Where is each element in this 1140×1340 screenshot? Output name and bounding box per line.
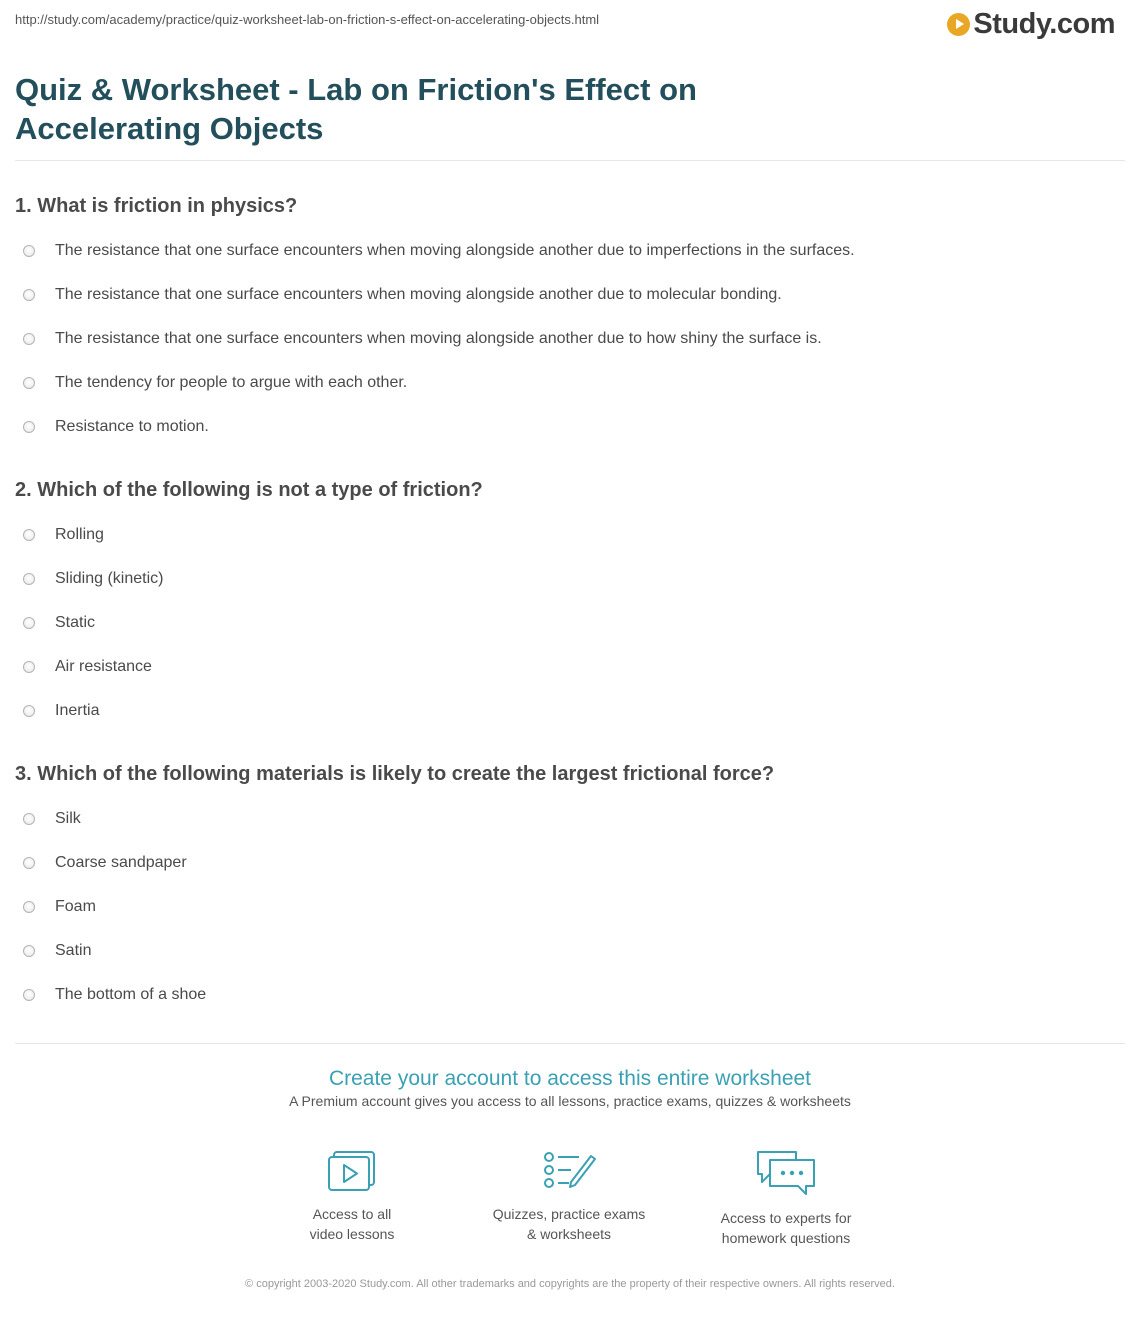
answer-option[interactable]: [15, 557, 1125, 601]
answer-option[interactable]: [15, 689, 1125, 733]
play-logo-icon: [947, 13, 970, 36]
radio-button[interactable]: [23, 901, 35, 913]
answer-option[interactable]: [15, 513, 1125, 557]
answer-label: Inertia: [55, 702, 100, 719]
answer-option[interactable]: [15, 405, 1125, 449]
answer-label: Silk: [55, 810, 81, 827]
logo-text: Study.com: [973, 8, 1115, 40]
feature-quizzes: [479, 1148, 659, 1244]
answer-option[interactable]: [15, 317, 1125, 361]
cta-title[interactable]: Create your account to access this entire worksheet: [328, 1067, 812, 1090]
answer-option[interactable]: [15, 601, 1125, 645]
answer-option[interactable]: [15, 973, 1125, 1017]
answer-option[interactable]: [15, 645, 1125, 689]
answer-option[interactable]: [15, 273, 1125, 317]
answer-label: Sliding (kinetic): [55, 570, 164, 587]
radio-button[interactable]: [23, 945, 35, 957]
page-title: [15, 70, 1125, 148]
top-bar: [15, 0, 1125, 48]
page-title-line-2: Accelerating Objects: [15, 111, 324, 146]
page-title-line-1: Quiz & Worksheet - Lab on Friction's Effect on: [15, 72, 697, 107]
radio-button[interactable]: [23, 813, 35, 825]
answer-label: The resistance that one surface encounters when moving alongside another due to how shiny the surface is.: [55, 330, 822, 347]
chat-bubbles-icon: [754, 1148, 818, 1198]
title-divider: [15, 160, 1125, 161]
question-text: 3. Which of the following materials is likely to create the largest frictional force?: [15, 763, 775, 785]
radio-button[interactable]: [23, 333, 35, 345]
question-2: [15, 478, 1125, 733]
video-lessons-icon: [325, 1148, 379, 1194]
cta-subtitle: A Premium account gives you access to all lessons, practice exams, quizzes & worksheets: [289, 1093, 851, 1109]
answer-label: Satin: [55, 942, 92, 959]
radio-button[interactable]: [23, 989, 35, 1001]
answer-label: Resistance to motion.: [55, 418, 209, 435]
copyright-notice: © copyright 2003-2020 Study.com. All other trademarks and copyrights are the property of their respective owners. All rights reserved.: [245, 1278, 895, 1290]
question-text: 2. Which of the following is not a type of friction?: [15, 479, 483, 501]
feature-label-line-2: & worksheets: [526, 1226, 612, 1242]
answer-option[interactable]: [15, 797, 1125, 841]
radio-button[interactable]: [23, 661, 35, 673]
answer-option[interactable]: [15, 885, 1125, 929]
answer-label: The resistance that one surface encounters when moving alongside another due to imperfections in the surfaces.: [55, 242, 855, 259]
answer-label: The resistance that one surface encounters when moving alongside another due to molecular bonding.: [55, 286, 782, 303]
answer-option[interactable]: [15, 361, 1125, 405]
radio-button[interactable]: [23, 705, 35, 717]
question-3: [15, 762, 1125, 1017]
radio-button[interactable]: [23, 421, 35, 433]
answer-label: The bottom of a shoe: [55, 986, 207, 1003]
feature-video-lessons: [262, 1148, 442, 1244]
radio-button[interactable]: [23, 529, 35, 541]
answer-option[interactable]: [15, 841, 1125, 885]
answer-option[interactable]: [15, 229, 1125, 273]
radio-button[interactable]: [23, 617, 35, 629]
page-url: http://study.com/academy/practice/quiz-worksheet-lab-on-friction-s-effect-on-accelerating-objects.html: [15, 12, 600, 27]
answer-label: Foam: [55, 898, 96, 915]
radio-button[interactable]: [23, 573, 35, 585]
answer-option[interactable]: [15, 929, 1125, 973]
answer-label: Rolling: [55, 526, 104, 543]
question-1: [15, 194, 1125, 449]
study-logo[interactable]: [947, 9, 1115, 39]
radio-button[interactable]: [23, 857, 35, 869]
feature-label-line-1: Access to experts for: [720, 1210, 852, 1226]
feature-label-line-2: video lessons: [309, 1226, 395, 1242]
radio-button[interactable]: [23, 377, 35, 389]
feature-label-line-1: Quizzes, practice exams: [492, 1206, 646, 1222]
feature-experts: [696, 1148, 876, 1248]
answer-label: The tendency for people to argue with each other.: [55, 374, 408, 391]
answer-label: Static: [55, 614, 96, 631]
radio-button[interactable]: [23, 245, 35, 257]
cta-divider: [15, 1043, 1125, 1044]
quiz-list-icon: [541, 1148, 597, 1194]
feature-label-line-2: homework questions: [721, 1230, 851, 1246]
answer-label: Air resistance: [55, 658, 152, 675]
question-text: 1. What is friction in physics?: [15, 195, 298, 217]
feature-label-line-1: Access to all: [312, 1206, 392, 1222]
signup-cta: [15, 1066, 1125, 1109]
radio-button[interactable]: [23, 289, 35, 301]
answer-label: Coarse sandpaper: [55, 854, 187, 871]
